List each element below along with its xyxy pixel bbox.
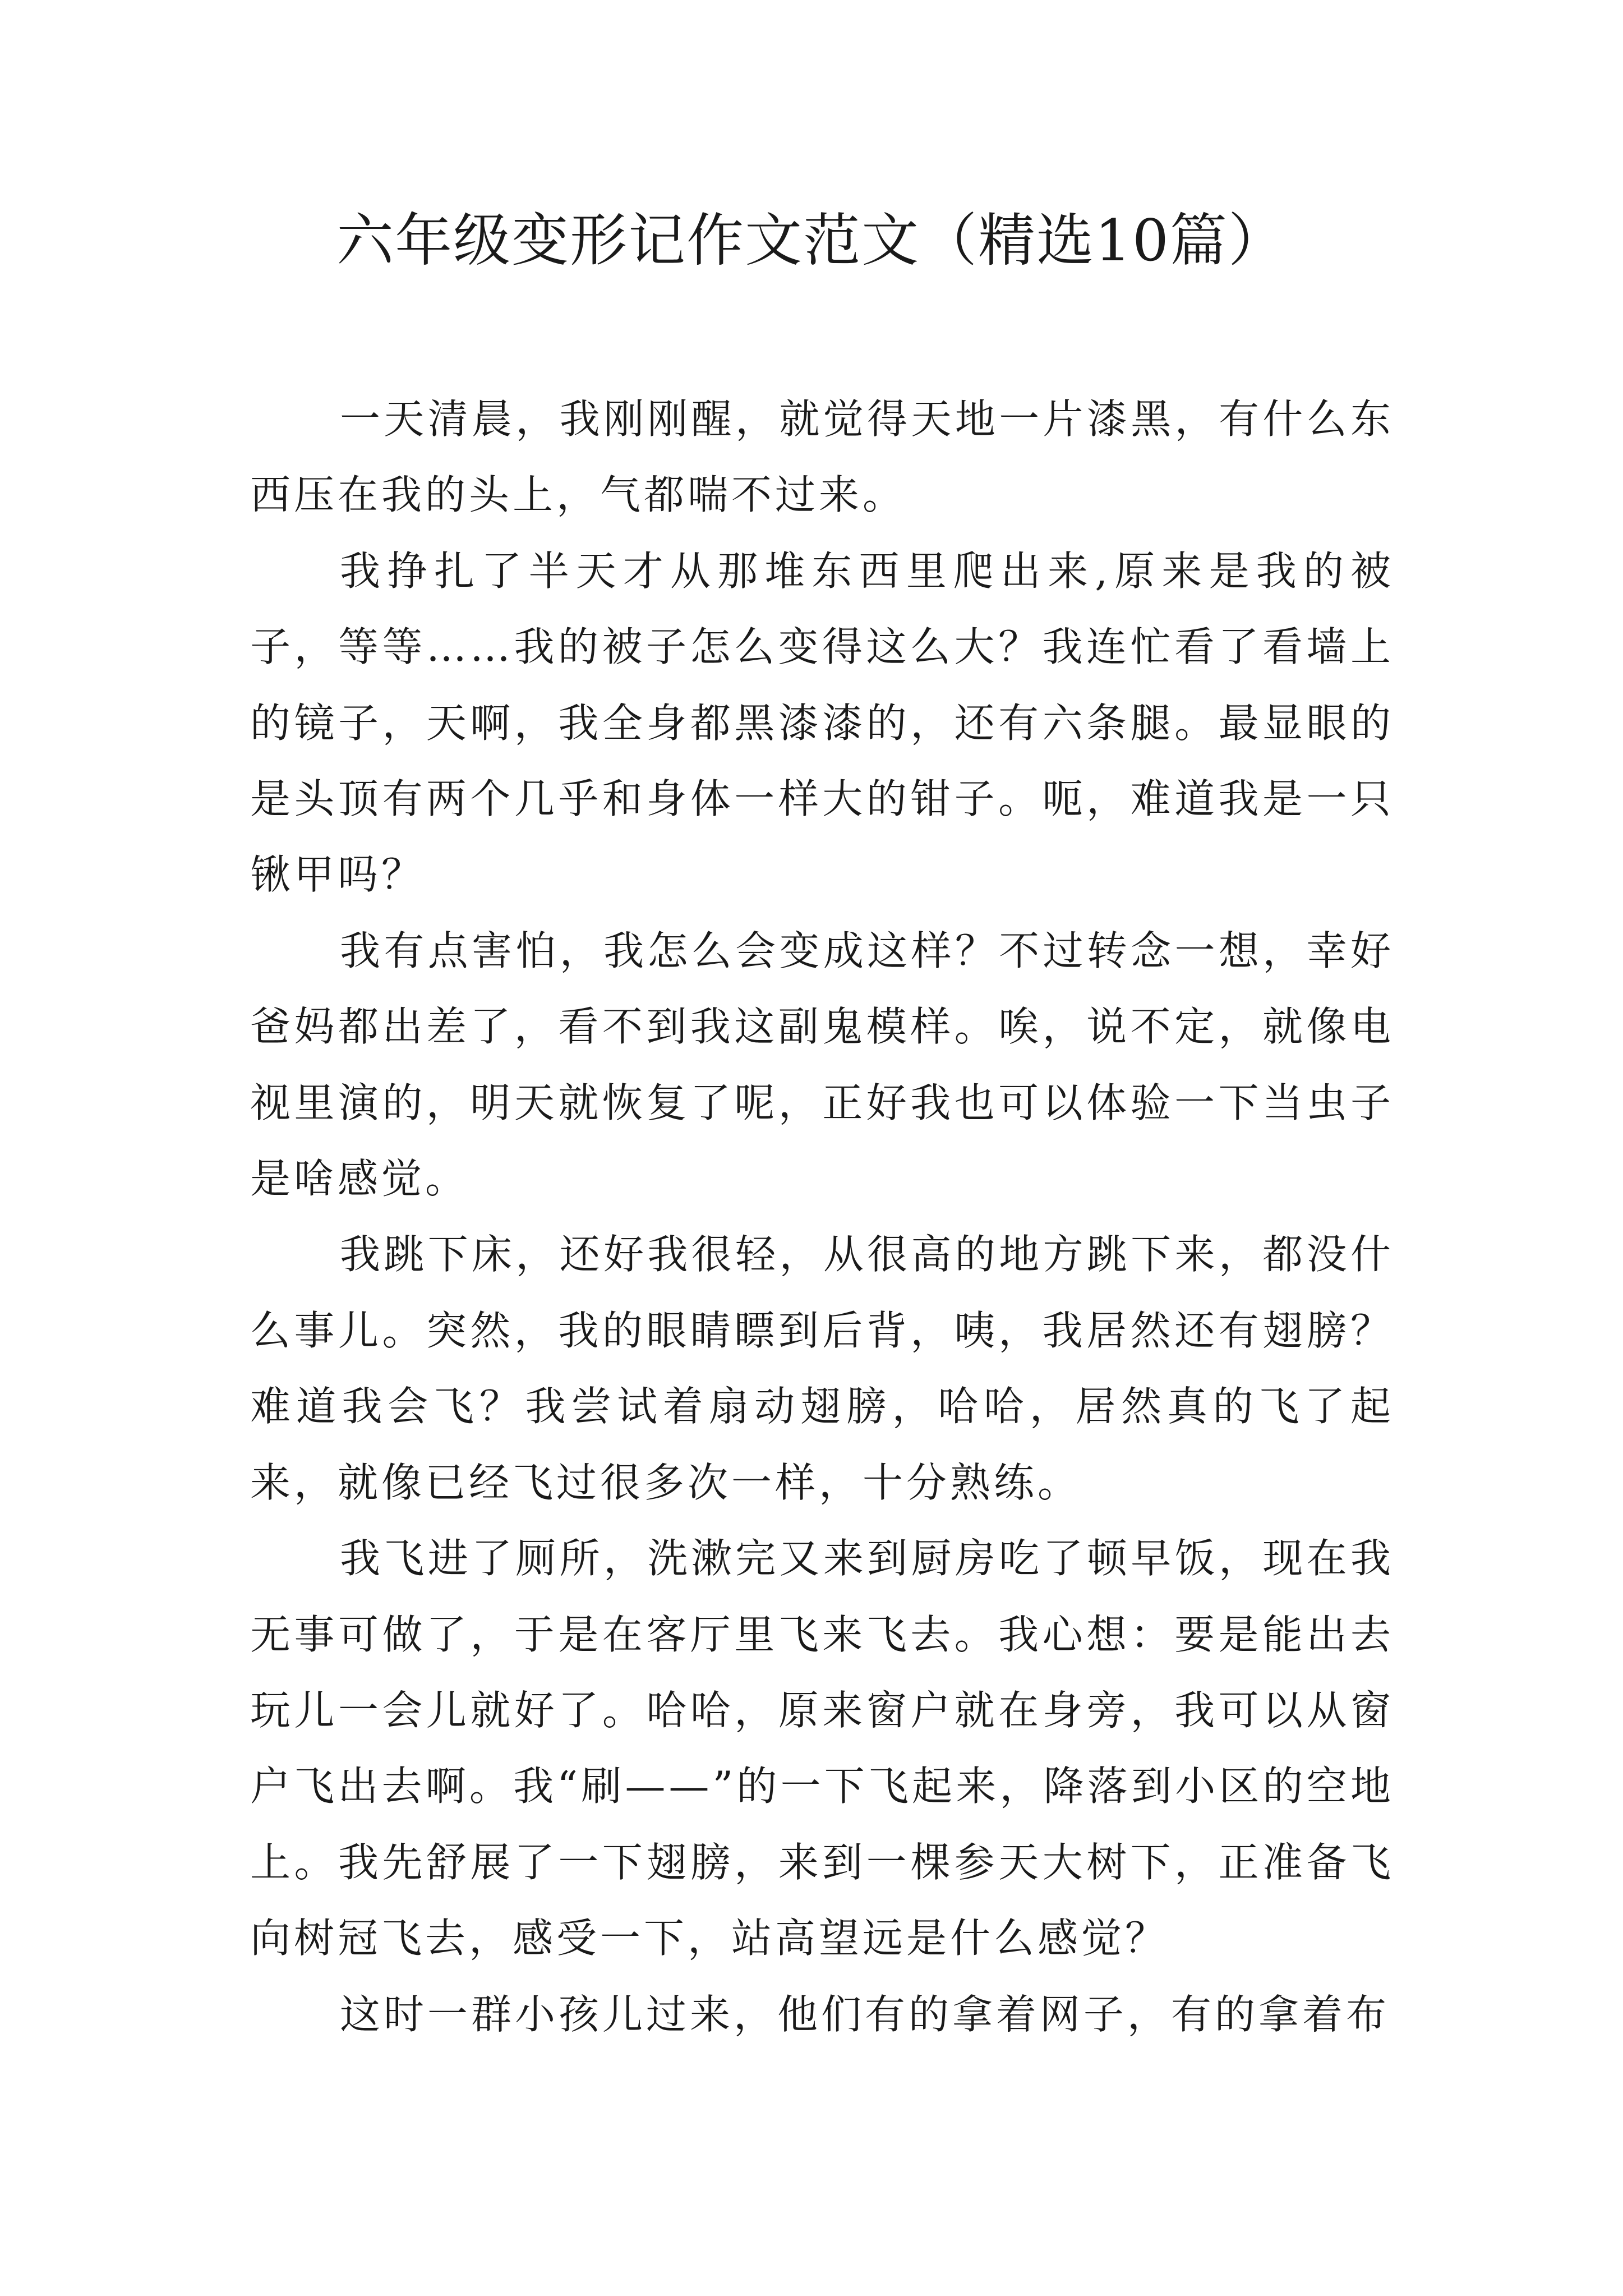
paragraph: 我有点害怕，我怎么会变成这样？不过转念一想，幸好爸妈都出差了，看不到我这副鬼模样。唉，说不定，就像电视里演的，明天就恢复了呢，正好我也可以体验一下当虫子是啥感觉。 xyxy=(250,927,1394,1203)
paragraph: 这时一群小孩儿过来，他们有的拿着网子，有的拿着布 xyxy=(340,1990,1390,2038)
paragraph: 一天清晨，我刚刚醒，就觉得天地一片漆黑，有什么东西压在我的头上，气都喘不过来。 xyxy=(250,395,1394,519)
document-body xyxy=(250,381,1394,2053)
document-title: 六年级变形记作文范文（精选10篇） xyxy=(336,208,1287,274)
paragraph: 我跳下床，还好我很轻，从很高的地方跳下来，都没什么事儿。突然，我的眼睛瞟到后背，咦，我居然还有翅膀？难道我会飞？我尝试着扇动翅膀，哈哈，居然真的飞了起来，就像已经飞过很多次一样，十分熟练。 xyxy=(250,1231,1394,1506)
paragraph: 我飞进了厕所，洗漱完又来到厨房吃了顿早饭，现在我无事可做了，于是在客厅里飞来飞去。我心想：要是能出去玩儿一会儿就好了。哈哈，原来窗户就在身旁，我可以从窗户飞出去啊。我“刷——”的一下飞起来，降落到小区的空地上。我先舒展了一下翅膀，来到一棵参天大树下，正准备飞向树冠飞去，感受一下，站高望远是什么感觉？ xyxy=(250,1535,1394,1962)
paragraph: 我挣扎了半天才从那堆东西里爬出来,原来是我的被子，等等……我的被子怎么变得这么大？我连忙看了看墙上的镜子，天啊，我全身都黑漆漆的，还有六条腿。最显眼的是头顶有两个几乎和身体一样大的钳子。呃，难道我是一只锹甲吗？ xyxy=(250,547,1394,899)
